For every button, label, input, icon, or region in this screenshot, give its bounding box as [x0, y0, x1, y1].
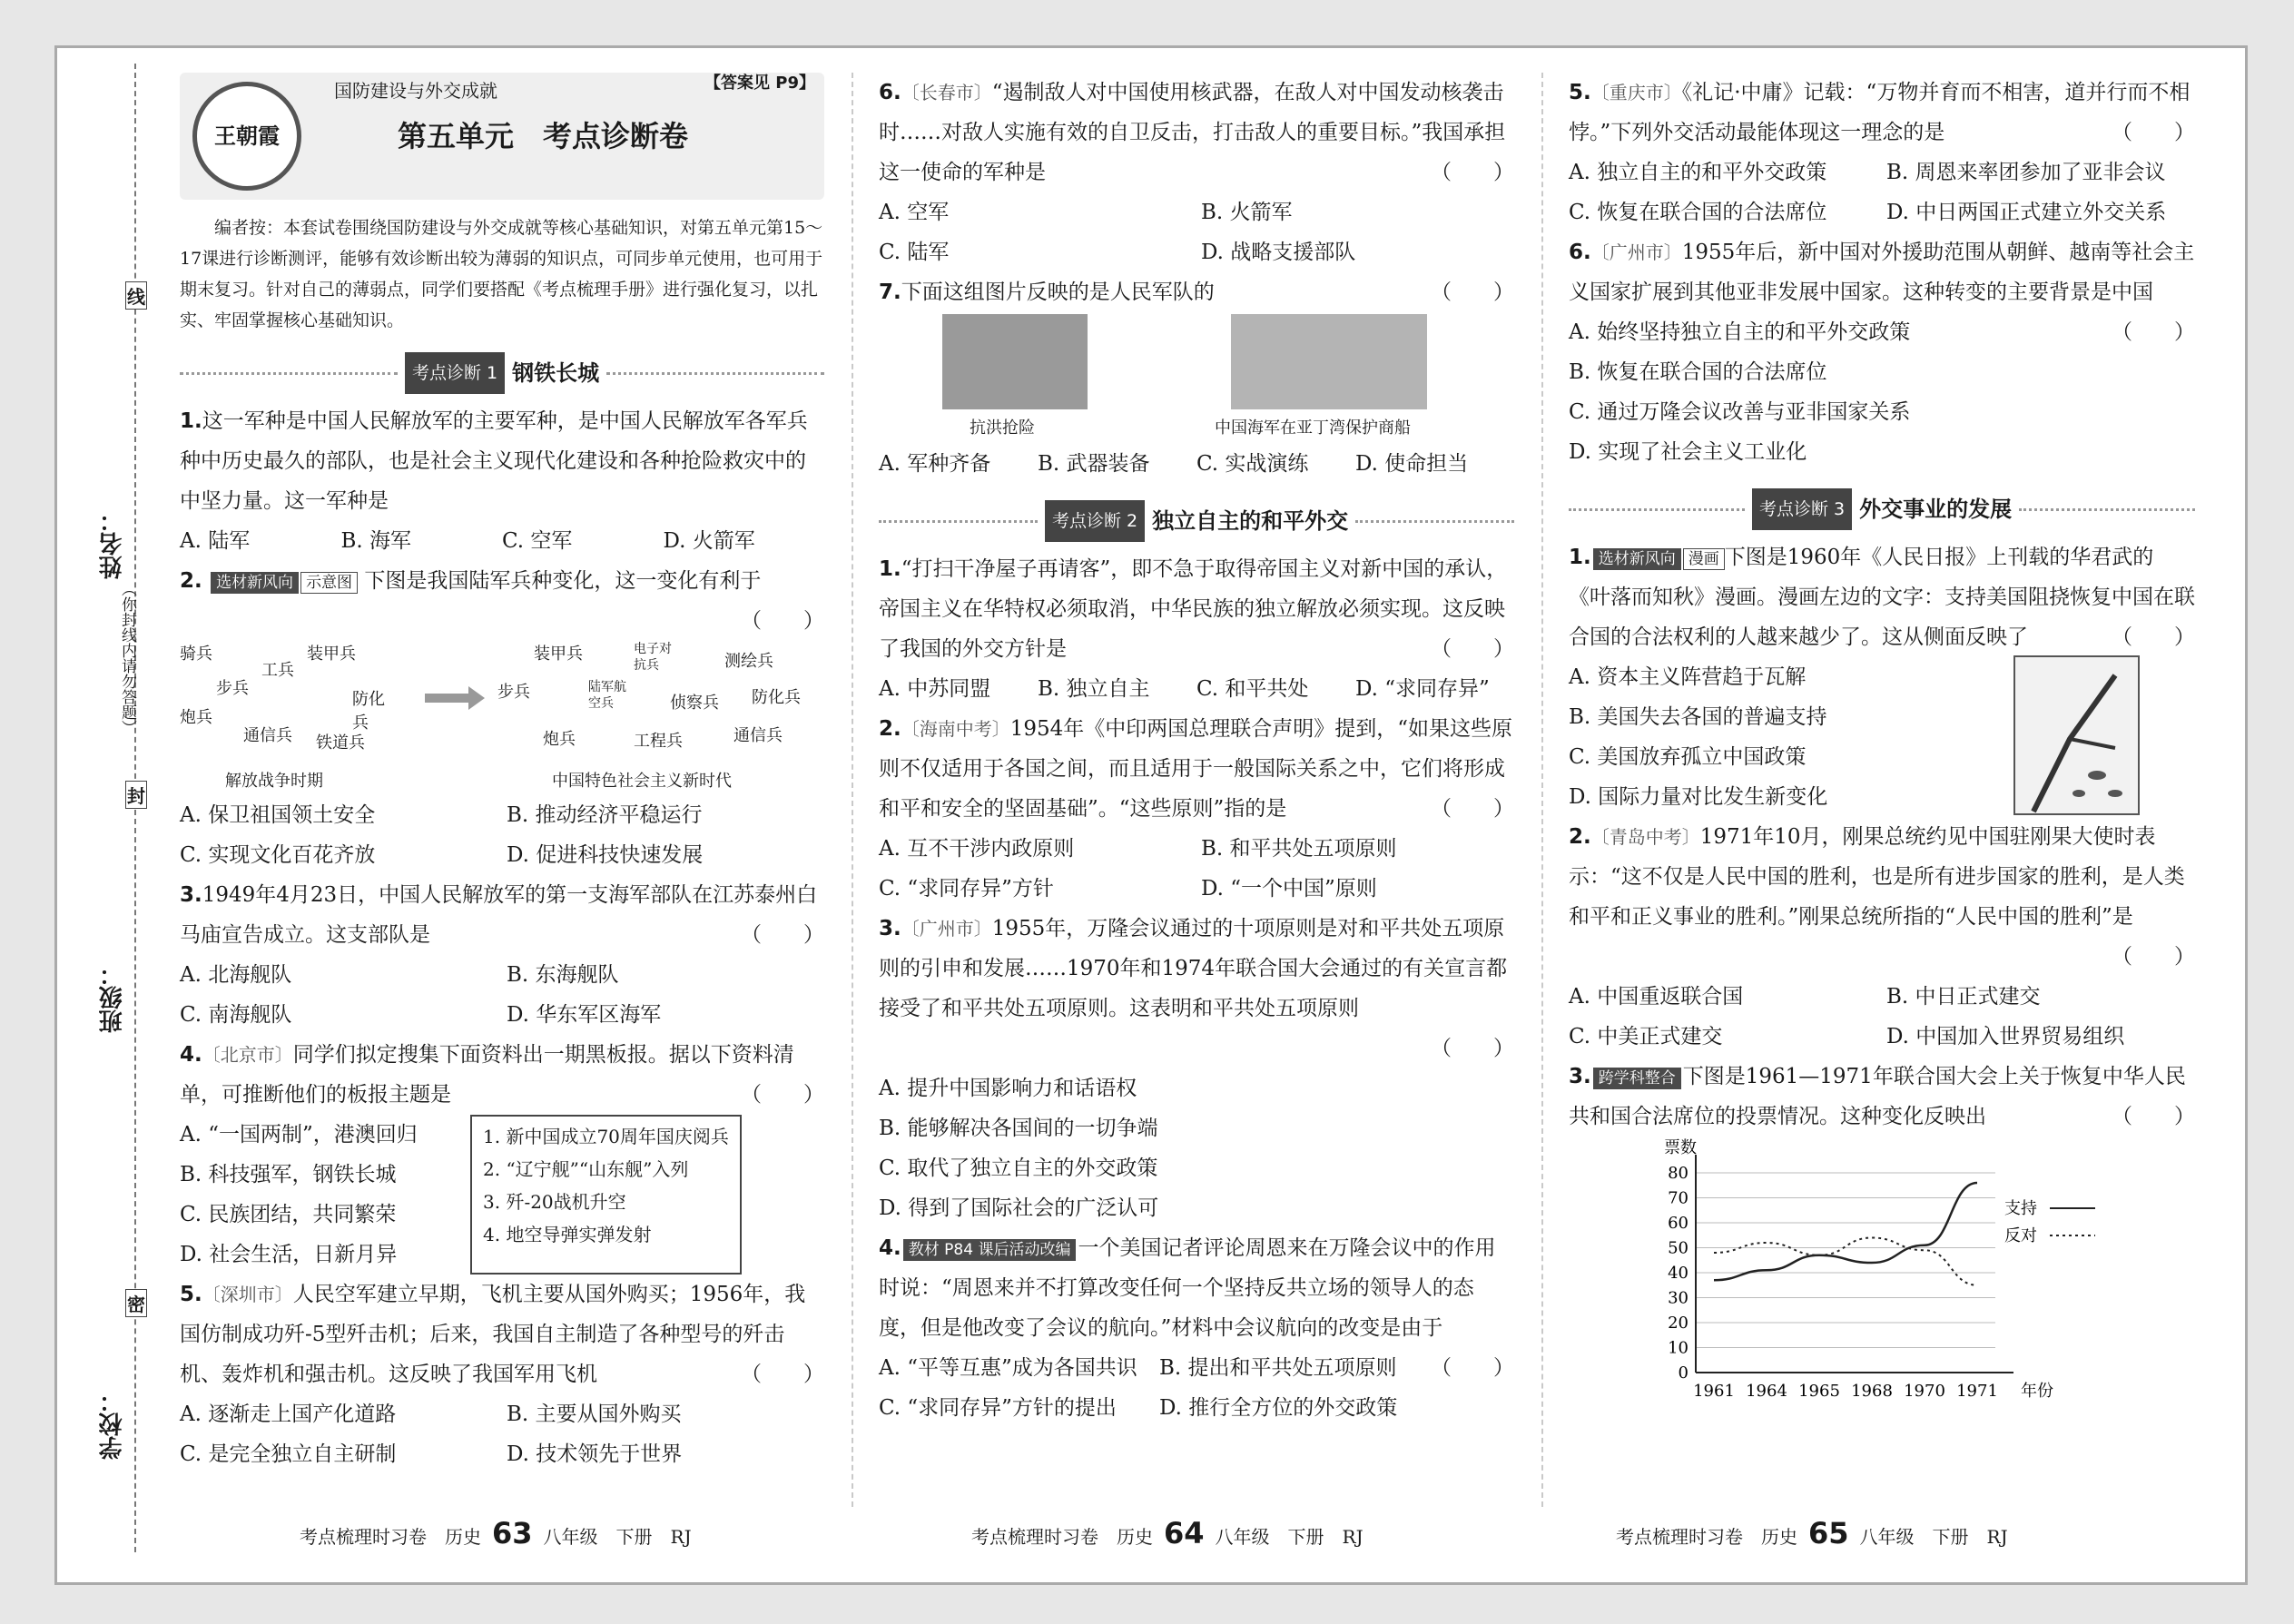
option-a[interactable]: A. 空军 [879, 201, 950, 224]
option-a[interactable]: A. 始终坚持独立自主的和平外交政策 [1569, 320, 1911, 344]
column-divider-1 [852, 73, 853, 1507]
unit-topic: 国防建设与外交成就 [334, 80, 497, 102]
answer-blank[interactable]: （ ） [1431, 637, 1514, 661]
option-b[interactable]: B. 火箭军 [1201, 201, 1293, 224]
answer-blank[interactable]: （ ） [2112, 945, 2195, 969]
seal-line-mark: 线 [125, 281, 147, 310]
y-tick-label: 60 [1668, 1214, 1689, 1233]
section-badge: 考点诊断 2 [1045, 500, 1145, 542]
option-b[interactable]: B. 美国失去各国的普遍支持 [1569, 705, 1827, 729]
answer-blank[interactable]: （ ） [2112, 1105, 2195, 1128]
question-2-6: 6.〔广州市〕1955年后，新中国对外援助范围从朝鲜、越南等社会主义国家扩展到其他亚非发展中国家。这种转变的主要背景是中国 （ ） A. 始终坚持独立自主的和平外交政策 B. 恢复在联合国的合法席位 C. 通过万隆会议改善与亚非国家关系 D. 实现了社会主义工业化 [1569, 232, 2195, 472]
options [879, 192, 1514, 272]
option-c[interactable]: C. 民族团结，共同繁荣 [180, 1203, 397, 1226]
section-badge: 考点诊断 1 [405, 352, 505, 394]
page-number: 63 [492, 1516, 533, 1550]
option-a[interactable]: A. 独立自主的和平外交政策 [1569, 161, 1827, 184]
options [180, 795, 824, 875]
caption-navy-escort: 中国海军在亚丁湾保护商船 [1215, 418, 1411, 438]
footer-page-63: 考点梳理时习卷 历史 63 八年级 下册 RJ [300, 1516, 692, 1550]
editor-note: 编者按：本套试卷围绕国防建设与外交成就等核心基础知识，对第五单元第15～17课进行诊断测评，能够有效诊断出较为薄弱的知识点，可同步单元使用，也可用于期末复习。针对自己的薄弱点，同学们要搭配《考点梳理手册》进行强化复习，以扎实、牢固掌握核心基础知识。 [180, 218, 823, 330]
question-1-2: 2. 选材新风向 示意图 下图是我国陆军兵种变化，这一变化有利于 （ ） 骑兵 工兵 装甲兵 步兵 防化兵 炮兵 通信兵 铁道兵 装甲兵 电子对抗兵 测绘兵 步兵 陆军航空兵 侦察兵 防化兵 炮兵 工程兵 通信兵 解放战争时期 中国特色社会主义新时代 A. 保卫祖国领土安全 B. 推动经济平稳运行 C. 实现文化百花齐放 D. 促进科技快速发展 [180, 561, 824, 875]
tag-new-material: 选材新风向 [1593, 548, 1681, 570]
option-a[interactable]: A. 互不干涉内政原则 [879, 837, 1075, 861]
x-tick-label: 1971 [1956, 1382, 1998, 1401]
option-a[interactable]: A. 中苏同盟 [879, 677, 991, 701]
option-d[interactable]: D. “一个中国”原则 [1201, 877, 1377, 901]
option-d[interactable]: D. 中国加入世界贸易组织 [1886, 1025, 2125, 1048]
diagram-right-caption: 中国特色社会主义新时代 [552, 772, 732, 791]
answer-blank[interactable]: （ ） [1431, 1037, 1514, 1060]
section-title: 钢铁长城 [512, 360, 600, 386]
answer-blank[interactable]: （ ） [2112, 121, 2195, 144]
option-d[interactable]: D. 得到了国际社会的广泛认可 [879, 1196, 1159, 1220]
y-axis-label: 票数 [1664, 1138, 1697, 1157]
option-b[interactable]: B. 提出和平共处五项原则 [1159, 1356, 1397, 1380]
answer-blank[interactable]: （ ） [741, 1083, 824, 1107]
option-b[interactable]: B. 推动经济平稳运行 [507, 803, 703, 827]
option-d[interactable]: D. 促进科技快速发展 [507, 843, 704, 867]
option-b[interactable]: B. 科技强军，钢铁长城 [180, 1163, 397, 1186]
option-d[interactable]: D. “求同存异” [1355, 677, 1490, 701]
option-b[interactable]: B. 中日正式建交 [1886, 985, 2041, 1009]
answer-blank[interactable]: （ ） [2112, 320, 2195, 344]
option-a[interactable]: A. 中国重返联合国 [1569, 985, 1744, 1009]
option-c[interactable]: C. 实战演练 [1196, 452, 1309, 476]
diagram-left-caption: 解放战争时期 [225, 772, 323, 791]
option-a[interactable]: A. 提升中国影响力和话语权 [879, 1077, 1137, 1100]
section-title: 外交事业的发展 [1859, 497, 2013, 522]
column-1 [180, 73, 824, 1474]
option-d[interactable]: D. 实现了社会主义工业化 [1569, 440, 1807, 464]
option-d[interactable]: D. 推行全方位的外交政策 [1159, 1396, 1398, 1420]
section-title: 独立自主的和平外交 [1152, 508, 1349, 534]
options [879, 669, 1514, 709]
page-number: 65 [1808, 1516, 1849, 1550]
question-2-4: 4. 教材 P84 课后活动改编 一个美国记者评论周恩来在万隆会议中的作用时说：“周恩来并不打算改变任何一个坚持反共立场的领导人的态度，但是他改变了会议的航向。”材料中会议航向的改变是由于 （ ） A. “平等互惠”成为各国共识 B. 提出和平共处五项原则 C. “求同存异”方针的提出 D. 推行全方位的外交政策 [879, 1228, 1514, 1428]
logo-emblem [192, 82, 301, 191]
option-a[interactable]: A. 资本主义阵营趋于瓦解 [1569, 665, 1807, 689]
x-tick-label: 1968 [1851, 1382, 1893, 1401]
option-d[interactable]: D. 战略支援部队 [1201, 241, 1356, 264]
option-c[interactable]: C. “求同存异”方针 [879, 877, 1054, 901]
column-divider-2 [1541, 73, 1543, 1507]
caption-flood-rescue: 抗洪抢险 [970, 418, 1035, 438]
diagram-right-cluster: 装甲兵 电子对抗兵 测绘兵 步兵 陆军航空兵 侦察兵 防化兵 炮兵 工程兵 通信兵 [497, 642, 801, 751]
section-header-3 [1569, 488, 2195, 530]
options [879, 1068, 1514, 1228]
option-c[interactable]: C. 中美正式建交 [1569, 1025, 1723, 1048]
option-a[interactable]: A. “平等互惠”成为各国共识 [879, 1356, 1137, 1380]
options [879, 444, 1514, 484]
option-b[interactable]: B. 和平共处五项原则 [1201, 837, 1397, 861]
tag-cartoon: 漫画 [1683, 548, 1725, 570]
y-tick-label: 50 [1668, 1238, 1689, 1258]
option-a[interactable]: A. 陆军 [180, 529, 251, 553]
diagram-left-cluster: 骑兵 工兵 装甲兵 步兵 防化兵 炮兵 通信兵 铁道兵 [180, 645, 385, 753]
question-3-1: 1. 选材新风向 漫画 下图是1960年《人民日报》上刊载的华君武的《叶落而知秋》漫画。漫画左边的文字：支持美国阻挠恢复中国在联合国的合法权利的人越来越少了。这从侧面反映了 （ ） A. 资本主义阵营趋于瓦解 B. 美国失去各国的普遍支持 C. 美国放弃孤立中国政策 D. 国际力量对比发生新变化 [1569, 537, 2195, 817]
y-tick-label: 70 [1668, 1188, 1689, 1208]
answer-blank[interactable]: （ ） [741, 609, 824, 633]
school-label: 学校： [99, 1389, 126, 1460]
seal-seal-mark: 封 [125, 781, 147, 809]
answer-blank[interactable]: （ ） [1431, 797, 1514, 821]
series-line-oppose [1714, 1238, 1977, 1285]
options [180, 1394, 824, 1474]
option-a[interactable]: A. 北海舰队 [180, 963, 292, 987]
options [180, 521, 824, 561]
x-tick-label: 1961 [1693, 1382, 1735, 1401]
unit-title: 第五单元 考点诊断卷 [398, 119, 689, 153]
option-d[interactable]: D. 中日两国正式建立外交关系 [1886, 201, 2167, 224]
option-b[interactable]: B. 海军 [340, 529, 412, 553]
question-1-5: 5.〔深圳市〕人民空军建立早期，飞机主要从国外购买；1956年，我国仿制成功歼-5型歼击机；后来，我国自主制造了各种型号的歼击机、轰炸机和强击机。这反映了我国军用飞机 （ ） A. 逐渐走上国产化道路 B. 主要从国外购买 C. 是完全独立自主研制 D. 技术领先于世界 [180, 1275, 824, 1474]
option-d[interactable]: D. 社会生活，日新月异 [180, 1243, 398, 1266]
y-tick-label: 10 [1668, 1338, 1689, 1358]
option-d[interactable]: D. 使命担当 [1355, 452, 1469, 476]
material-list-box: 1. 新中国成立70周年国庆阅兵 2. “辽宁舰”“山东舰”入列 3. 歼-20战机升空 4. 地空导弹实弹发射 [470, 1115, 742, 1275]
footer-page-64: 考点梳理时习卷 历史 64 八年级 下册 RJ [971, 1516, 1364, 1550]
option-a[interactable]: A. 保卫祖国领土安全 [180, 803, 376, 827]
options [1569, 312, 2195, 472]
arrow-icon [425, 694, 470, 703]
option-c[interactable]: C. 通过万隆会议改善与亚非国家关系 [1569, 400, 1911, 424]
tag-new-material: 选材新风向 [211, 572, 299, 594]
option-b[interactable]: B. 独立自主 [1038, 677, 1150, 701]
section-badge: 考点诊断 3 [1752, 488, 1852, 530]
y-tick-label: 30 [1668, 1288, 1689, 1308]
class-label: 班级： [99, 962, 126, 1033]
y-tick-label: 80 [1668, 1164, 1689, 1183]
options [1569, 657, 1986, 817]
question-3-3: 3. 跨学科整合 下图是1961—1971年联合国大会上关于恢复中华人民共和国合法席位的投票情况。这种变化反映出 （ ） [1569, 1057, 2195, 1137]
tag-cross-discipline: 跨学科整合 [1593, 1068, 1681, 1089]
option-c[interactable]: C. 实现文化百花齐放 [180, 843, 376, 867]
options [879, 1348, 1431, 1428]
option-a[interactable]: A. 逐渐走上国产化道路 [180, 1403, 397, 1426]
cartoon-image [2013, 655, 2140, 815]
army-branch-diagram [180, 641, 824, 795]
answer-blank[interactable]: （ ） [1431, 1356, 1514, 1380]
options [879, 829, 1514, 909]
option-b[interactable]: B. 武器装备 [1038, 452, 1150, 476]
option-c[interactable]: C. 恢复在联合国的合法席位 [1569, 201, 1827, 224]
x-tick-label: 1964 [1746, 1382, 1787, 1401]
option-c[interactable]: C. 是完全独立自主研制 [180, 1442, 397, 1466]
answer-blank[interactable]: （ ） [2112, 625, 2195, 649]
option-c[interactable]: C. “求同存异”方针的提出 [879, 1396, 1117, 1420]
answer-reference: 【答案见 P9】 [704, 74, 815, 93]
seal-dense-mark: 密 [125, 1289, 147, 1317]
option-d[interactable]: D. 国际力量对比发生新变化 [1569, 785, 1828, 809]
option-d[interactable]: D. 华东军区海军 [507, 1003, 662, 1027]
option-d[interactable]: D. 技术领先于世界 [507, 1442, 683, 1466]
binding-note: （你封线内请勿答题） [118, 581, 136, 735]
name-label: 姓名： [99, 508, 126, 579]
section-header-1 [180, 352, 824, 394]
option-c[interactable]: C. 陆军 [879, 241, 950, 264]
option-b[interactable]: B. 周恩来率团参加了亚非会议 [1886, 161, 2166, 184]
logo-text: 王朝霞 [214, 123, 280, 149]
option-c[interactable]: C. 空军 [502, 529, 573, 553]
question-2-5: 5.〔重庆市〕《礼记·中庸》记载：“万物并育而不相害，道并行而不相悖。”下列外交活动最能体现这一理念的是 （ ） A. 独立自主的和平外交政策 B. 周恩来率团参加了亚非会议 C. 恢复在联合国的合法席位 D. 中日两国正式建立外交关系 [1569, 73, 2195, 232]
section-header-2 [879, 500, 1514, 542]
vote-line-chart [1641, 1137, 2113, 1409]
options [1569, 977, 2195, 1057]
options [180, 955, 824, 1035]
unit-header [180, 73, 824, 200]
question-1-1: 1.这一军种是中国人民解放军的主要军种，是中国人民解放军各军兵种中历史最久的部队，也是社会主义现代化建设和各种抢险救灾中的中坚力量。这一军种是 A. 陆军 B. 海军 C. 空军 D. 火箭军 [180, 401, 824, 561]
legend-label: 支持 [2004, 1199, 2037, 1218]
option-b[interactable]: B. 恢复在联合国的合法席位 [1569, 360, 1827, 384]
photo-navy-escort [1231, 314, 1427, 409]
option-c[interactable]: C. 美国放弃孤立中国政策 [1569, 745, 1807, 769]
column-3 [1569, 73, 2195, 1409]
option-c[interactable]: C. 和平共处 [1196, 677, 1309, 701]
legend-label: 反对 [2004, 1226, 2037, 1245]
question-2-1: 1.“打扫干净屋子再请客”，即不急于取得帝国主义对新中国的承认，帝国主义在华特权必须取消，中华民族的独立解放必须实现。这反映了我国的外交方针是 （ ） A. 中苏同盟 B. 独立自主 C. 和平共处 D. “求同存异” [879, 549, 1514, 709]
option-c[interactable]: C. 南海舰队 [180, 1003, 292, 1027]
binding-strip [54, 45, 154, 1580]
page-number: 64 [1164, 1516, 1205, 1550]
answer-blank[interactable]: （ ） [741, 1363, 824, 1386]
x-tick-label: 1970 [1904, 1382, 1945, 1401]
option-a[interactable]: A. 军种齐备 [879, 452, 991, 476]
answer-blank[interactable]: （ ） [741, 923, 824, 947]
question-2-3: 3.〔广州市〕1955年，万隆会议通过的十项原则是对和平共处五项原则的引申和发展……1970年和1974年联合国大会通过的有关宣言都接受了和平共处五项原则。这表明和平共处五项原则 （ ） A. 提升中国影响力和话语权 B. 能够解决各国间的一切争端 C. 取代了独立自主的外交政策 D. 得到了国际社会的广泛认可 [879, 909, 1514, 1228]
question-1-6: 6.〔长春市〕“遏制敌人对中国使用核武器，在敌人对中国发动核袭击时……对敌人实施有效的自卫反击，打击敌人的重要目标。”我国承担这一使命的军种是 （ ） A. 空军 B. 火箭军 C. 陆军 D. 战略支援部队 [879, 73, 1514, 272]
photo-flood-rescue [942, 314, 1088, 409]
y-tick-label: 40 [1668, 1264, 1689, 1283]
answer-blank[interactable]: （ ） [1431, 281, 1514, 304]
y-tick-label: 20 [1668, 1314, 1689, 1333]
option-b[interactable]: B. 能够解决各国间的一切争端 [879, 1117, 1158, 1140]
option-d[interactable]: D. 火箭军 [663, 529, 755, 553]
tag-textbook: 教材 P84 课后活动改编 [903, 1239, 1077, 1261]
question-1-7: 7.下面这组图片反映的是人民军队的 （ ） 抗洪抢险 中国海军在亚丁湾保护商船 A. 军种齐备 B. 武器装备 C. 实战演练 D. 使命担当 [879, 272, 1514, 484]
tree-branch-icon [2015, 657, 2138, 813]
option-b[interactable]: B. 主要从国外购买 [507, 1403, 682, 1426]
question-2-2: 2.〔海南中考〕1954年《中印两国总理联合声明》提到，“如果这些原则不仅适用于各国之间，而且适用于一般国际关系之中，它们将形成和平和安全的坚固基础”。“这些原则”指的是 （ ） A. 互不干涉内政原则 B. 和平共处五项原则 C. “求同存异”方针 D. “一个中国”原则 [879, 709, 1514, 909]
answer-blank[interactable]: （ ） [1431, 161, 1514, 184]
options [180, 1115, 470, 1275]
question-3-2: 2.〔青岛中考〕1971年10月，刚果总统约见中国驻刚果大使时表示：“这不仅是人民中国的胜利，也是所有进步国家的胜利，是人类和平和正义事业的胜利。”刚果总统所指的“人民中国的胜利”是 （ ） A. 中国重返联合国 B. 中日正式建交 C. 中美正式建交 D. 中国加入世界贸易组织 [1569, 817, 2195, 1057]
y-tick-label: 0 [1678, 1363, 1689, 1383]
x-axis-label: 年份 [2021, 1382, 2053, 1401]
footer-page-65: 考点梳理时习卷 历史 65 八年级 下册 RJ [1616, 1516, 2008, 1550]
question-1-3: 3.1949年4月23日，中国人民解放军的第一支海军部队在江苏泰州白马庙宣告成立。这支部队是 （ ） A. 北海舰队 B. 东海舰队 C. 南海舰队 D. 华东军区海军 [180, 875, 824, 1035]
question-1-4: 4.〔北京市〕同学们拟定搜集下面资料出一期黑板报。据以下资料清单，可推断他们的板报主题是 （ ） A. “一国两制”，港澳回归 B. 科技强军，钢铁长城 C. 民族团结，共同繁荣 D. 社会生活，日新月异 1. 新中国成立70周年国庆阅兵 2. “辽宁舰”“山东舰”入列 3. 歼-20战机升空 4. 地空导弹实弹发射 [180, 1035, 824, 1275]
column-2 [879, 73, 1514, 1428]
option-c[interactable]: C. 取代了独立自主的外交政策 [879, 1156, 1158, 1180]
tag-diagram: 示意图 [300, 572, 358, 594]
x-tick-label: 1965 [1798, 1382, 1840, 1401]
options [1569, 153, 2195, 232]
option-b[interactable]: B. 东海舰队 [507, 963, 619, 987]
option-a[interactable]: A. “一国两制”，港澳回归 [180, 1123, 418, 1147]
